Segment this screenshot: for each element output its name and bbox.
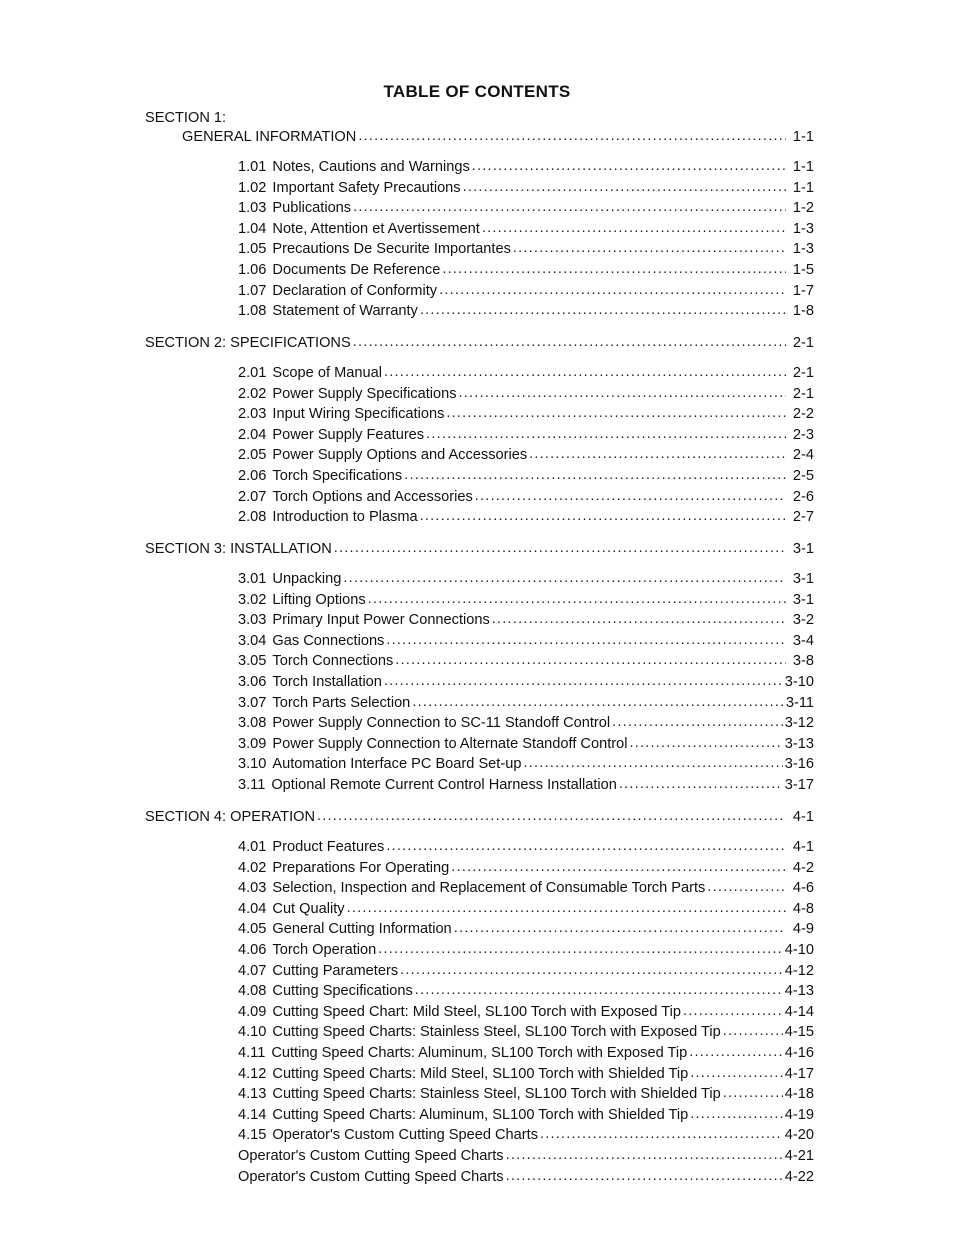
toc-entry-title: Unpacking xyxy=(272,571,342,587)
toc-entry-row[interactable] xyxy=(238,754,814,774)
toc-page-number: 1-2 xyxy=(792,200,814,217)
toc-page-number: 4-21 xyxy=(784,1148,814,1164)
dot-leader xyxy=(442,259,786,279)
toc-entry-label xyxy=(238,713,610,733)
toc-entry-number: 4.15 xyxy=(238,1127,267,1144)
toc-entry-label xyxy=(238,775,617,795)
toc-entry-title: Preparations For Operating xyxy=(272,859,450,876)
toc-entry-title: Cutting Speed Charts: Aluminum, SL100 Torch with Shielded Tip xyxy=(272,1106,689,1123)
toc-entry-row[interactable] xyxy=(238,961,814,981)
dot-leader xyxy=(492,609,786,629)
toc-entry-row[interactable] xyxy=(238,1064,814,1084)
toc-entry-label xyxy=(238,899,345,919)
toc-entry-title: General Cutting Information xyxy=(272,921,452,938)
toc-page-number: 3-8 xyxy=(792,653,814,670)
dot-leader xyxy=(506,1166,783,1186)
toc-entry-number: 1.01 xyxy=(238,159,267,175)
toc-entry-title: Primary Input Power Connections xyxy=(272,612,490,629)
toc-entry-row[interactable] xyxy=(238,281,814,301)
toc-entry-label xyxy=(238,837,384,857)
toc-entry-number: 1.04 xyxy=(238,220,267,237)
toc-entry-number: 2.06 xyxy=(238,468,267,484)
dot-leader xyxy=(540,1124,783,1144)
toc-page-number: 4-12 xyxy=(784,962,814,979)
dot-leader xyxy=(690,1063,782,1083)
toc-entry-label xyxy=(238,1084,721,1104)
toc-entry-label xyxy=(238,260,440,280)
toc-entry-row[interactable] xyxy=(238,1043,814,1063)
toc-entry-title: Torch Options and Accessories xyxy=(272,488,473,505)
toc-entry-number: 3.04 xyxy=(238,632,267,649)
toc-page-number: 1-3 xyxy=(792,241,814,258)
toc-entry-number: 2.01 xyxy=(238,365,267,381)
toc-entry-label xyxy=(145,539,332,559)
toc-entry-number: 4.06 xyxy=(238,942,267,958)
toc-entry-title: Cutting Speed Charts: Aluminum, SL100 Torch with Exposed Tip xyxy=(271,1045,688,1061)
toc-page-number: 4-1 xyxy=(792,809,814,825)
toc-page-number: 2-2 xyxy=(792,406,814,423)
toc-entry-row[interactable] xyxy=(238,404,814,424)
toc-entry-title: Optional Remote Current Control Harness Installation xyxy=(271,777,617,793)
toc-entry-number: 3.01 xyxy=(238,571,267,587)
toc-entry-row[interactable] xyxy=(238,487,814,507)
dot-leader xyxy=(420,300,786,320)
toc-entry-title: Torch Operation xyxy=(272,942,377,958)
toc-entry-label xyxy=(238,363,382,383)
toc-entry-number: 4.08 xyxy=(238,983,267,1000)
toc-entry-number: 4.13 xyxy=(238,1086,267,1103)
toc-page-number: 1-7 xyxy=(792,282,814,299)
toc-page-number: 2-3 xyxy=(792,426,814,443)
toc-entry-number: 1.07 xyxy=(238,282,267,299)
toc-entry-title: Gas Connections xyxy=(272,632,385,649)
toc-entry-row[interactable] xyxy=(238,672,814,692)
toc-entry-title: Operator's Custom Cutting Speed Charts xyxy=(238,1168,504,1185)
section-1-heading: SECTION 1: xyxy=(145,110,227,126)
toc-entry-title: GENERAL INFORMATION xyxy=(182,129,357,145)
toc-entry-title: Selection, Inspection and Replacement of Consumable Torch Parts xyxy=(272,880,706,897)
toc-entry-label xyxy=(238,1022,721,1042)
toc-entry-row[interactable] xyxy=(238,239,814,259)
toc-page-number: 3-16 xyxy=(784,756,814,773)
toc-page-number: 3-4 xyxy=(792,632,814,649)
toc-page-number: 3-17 xyxy=(784,777,814,793)
toc-entry-title: Cutting Speed Chart: Mild Steel, SL100 Torch with Exposed Tip xyxy=(272,1003,681,1020)
dot-leader xyxy=(386,630,786,650)
toc-page-number: 4-17 xyxy=(784,1065,814,1082)
toc-entry-title: Operator's Custom Cutting Speed Charts xyxy=(238,1148,504,1164)
toc-entry-title: SECTION 2: SPECIFICATIONS xyxy=(145,335,351,351)
toc-entry-row[interactable] xyxy=(238,1084,814,1104)
dot-leader xyxy=(386,836,786,856)
toc-page-number: 3-2 xyxy=(792,612,814,629)
toc-page-number: 1-1 xyxy=(792,129,814,145)
toc-entry-label xyxy=(238,404,444,424)
dot-leader xyxy=(353,332,786,352)
dot-leader xyxy=(334,538,786,558)
toc-entry-label xyxy=(145,807,315,827)
toc-entry-title: Power Supply Options and Accessories xyxy=(272,447,528,464)
toc-entry-row[interactable] xyxy=(238,1002,814,1022)
toc-entry-number: 3.07 xyxy=(238,694,267,711)
toc-page-number: 4-18 xyxy=(784,1086,814,1103)
toc-page-number: 3-10 xyxy=(784,674,814,690)
dot-leader xyxy=(459,383,786,403)
toc-page-number: 2-7 xyxy=(792,509,814,526)
dot-leader xyxy=(723,1083,783,1103)
dot-leader xyxy=(629,733,782,753)
dot-leader xyxy=(454,918,786,938)
toc-entry-label xyxy=(238,301,418,321)
toc-entry-row[interactable] xyxy=(238,466,814,486)
toc-entry-label xyxy=(238,919,452,939)
toc-entry-title: Cutting Parameters xyxy=(272,962,399,979)
toc-page-number: 4-1 xyxy=(792,839,814,855)
toc-entry-number: 2.02 xyxy=(238,385,267,402)
dot-leader xyxy=(472,156,786,176)
dot-leader xyxy=(513,238,786,258)
toc-entry-label xyxy=(238,157,470,177)
toc-entry-title: Power Supply Connection to Alternate Standoff Control xyxy=(272,735,628,752)
toc-entry-row[interactable] xyxy=(238,1146,814,1166)
dot-leader xyxy=(707,877,786,897)
toc-entry-number: 1.03 xyxy=(238,200,267,217)
toc-entry-row[interactable] xyxy=(238,775,814,795)
dot-leader xyxy=(415,980,783,1000)
toc-entry-label xyxy=(238,651,393,671)
toc-entry-row[interactable] xyxy=(238,384,814,404)
toc-entry-row[interactable] xyxy=(238,981,814,1001)
dot-leader xyxy=(368,589,786,609)
toc-entry-title: Cut Quality xyxy=(272,900,345,917)
toc-entry-label xyxy=(238,590,366,610)
dot-leader xyxy=(690,1104,782,1124)
toc-entry-label xyxy=(238,940,376,960)
toc-entry-label xyxy=(238,981,413,1001)
toc-entry-number: 3.10 xyxy=(238,756,267,773)
toc-entry-number: 3.06 xyxy=(238,674,267,690)
toc-entry-row[interactable] xyxy=(238,610,814,630)
dot-leader xyxy=(400,960,783,980)
dot-leader xyxy=(683,1001,783,1021)
toc-entry-title: Operator's Custom Cutting Speed Charts xyxy=(272,1127,539,1144)
toc-page-number: 2-1 xyxy=(792,365,814,381)
toc-entry-label xyxy=(238,1043,687,1063)
toc-entry-number: 4.12 xyxy=(238,1065,267,1082)
toc-entry-row[interactable] xyxy=(238,1022,814,1042)
toc-page-number: 4-16 xyxy=(784,1045,814,1061)
toc-entry-number: 4.02 xyxy=(238,859,267,876)
toc-page-number: 3-1 xyxy=(792,591,814,608)
toc-entry-label xyxy=(238,734,627,754)
toc-entry-row[interactable] xyxy=(238,590,814,610)
toc-entry-row[interactable] xyxy=(238,1167,814,1187)
toc-entry-label xyxy=(238,239,511,259)
dot-leader xyxy=(426,424,786,444)
toc-entry-label xyxy=(238,1002,681,1022)
toc-entry-label xyxy=(238,487,473,507)
toc-entry-title: Product Features xyxy=(272,839,385,855)
toc-page-number: 4-20 xyxy=(784,1127,814,1144)
toc-page-number: 4-10 xyxy=(784,942,814,958)
toc-entry-number: 2.03 xyxy=(238,406,267,423)
dot-leader xyxy=(482,218,786,238)
toc-entry-label xyxy=(238,693,410,713)
toc-entry-number: 3.11 xyxy=(238,777,266,793)
toc-entry-label xyxy=(238,466,402,486)
toc-entry-title: Documents De Reference xyxy=(272,262,441,278)
toc-entry-title: Cutting Specifications xyxy=(272,983,413,1000)
toc-page-number: 4-15 xyxy=(784,1024,814,1041)
toc-entry-title: SECTION 4: OPERATION xyxy=(145,809,316,825)
toc-entry-row[interactable] xyxy=(238,301,814,321)
toc-page-number: 4-22 xyxy=(784,1168,814,1185)
toc-page-number: 3-12 xyxy=(784,715,814,732)
toc-entry-label xyxy=(145,333,351,353)
toc-entry-number: 3.09 xyxy=(238,735,267,752)
toc-entry-title: Power Supply Connection to SC-11 Standoff Control xyxy=(272,715,611,732)
toc-page-number: 1-1 xyxy=(792,159,814,175)
toc-entry-label xyxy=(238,1146,504,1166)
dot-leader xyxy=(343,568,786,588)
toc-page-number: 1-8 xyxy=(792,303,814,320)
toc-entry-number: 4.09 xyxy=(238,1003,267,1020)
toc-entry-label xyxy=(238,445,527,465)
toc-entry-title: Lifting Options xyxy=(272,591,366,608)
toc-entry-label xyxy=(238,631,384,651)
toc-entry-row[interactable] xyxy=(238,837,814,857)
toc-entry-row[interactable] xyxy=(238,1125,814,1145)
toc-page-number: 1-1 xyxy=(792,179,814,196)
toc-page-number: 2-4 xyxy=(792,447,814,464)
toc-page-number: 1-5 xyxy=(792,262,814,278)
toc-entry-row[interactable] xyxy=(238,693,814,713)
toc-entry-row[interactable] xyxy=(238,178,814,198)
dot-leader xyxy=(420,506,786,526)
dot-leader xyxy=(384,362,786,382)
toc-entry-number: 3.02 xyxy=(238,591,267,608)
dot-leader xyxy=(384,671,783,691)
dot-leader xyxy=(439,280,786,300)
dot-leader xyxy=(446,403,786,423)
toc-entry-number: 4.01 xyxy=(238,839,267,855)
toc-entry-label xyxy=(238,672,382,692)
toc-entry-number: 3.03 xyxy=(238,612,267,629)
toc-entry-label xyxy=(238,610,490,630)
dot-leader xyxy=(463,177,786,197)
toc-entry-row[interactable] xyxy=(238,919,814,939)
toc-page-number: 4-9 xyxy=(792,921,814,938)
toc-entry-number: 4.10 xyxy=(238,1024,267,1041)
toc-entry-label xyxy=(182,127,356,147)
toc-entry-label xyxy=(238,1064,688,1084)
dot-leader xyxy=(395,650,786,670)
toc-entry-row[interactable] xyxy=(238,878,814,898)
toc-entry-title: Notes, Cautions and Warnings xyxy=(272,159,470,175)
toc-page-number: 4-6 xyxy=(792,880,814,897)
dot-leader xyxy=(347,898,786,918)
toc-entry-number: 1.05 xyxy=(238,241,267,258)
toc-page-number: 3-11 xyxy=(785,694,814,711)
toc-page-number: 4-19 xyxy=(784,1106,814,1123)
dot-leader xyxy=(619,774,783,794)
toc-entry-label xyxy=(238,507,418,527)
dot-leader xyxy=(475,486,786,506)
toc-page-number: 2-5 xyxy=(792,468,814,484)
toc-entry-row[interactable] xyxy=(238,445,814,465)
toc-entry-title: Torch Installation xyxy=(272,674,382,690)
toc-entry-title: Precautions De Securite Importantes xyxy=(272,241,511,258)
toc-entry-title: Cutting Speed Charts: Stainless Steel, SL100 Torch with Exposed Tip xyxy=(272,1024,721,1041)
toc-entry-row[interactable] xyxy=(238,198,814,218)
toc-entry-number: 4.07 xyxy=(238,962,267,979)
toc-entry-row[interactable] xyxy=(238,157,814,177)
dot-leader xyxy=(506,1145,783,1165)
toc-entry-label xyxy=(238,384,457,404)
dot-leader xyxy=(317,806,786,826)
toc-page-number: 2-6 xyxy=(792,488,814,505)
toc-entry-number: 4.03 xyxy=(238,880,267,897)
toc-entry-row[interactable] xyxy=(238,713,814,733)
toc-entry-title: Scope of Manual xyxy=(272,365,382,381)
toc-page-number: 4-2 xyxy=(792,859,814,876)
toc-entry-title: Note, Attention et Avertissement xyxy=(272,220,480,237)
toc-entry-title: Cutting Speed Charts: Stainless Steel, SL100 Torch with Shielded Tip xyxy=(272,1086,721,1103)
toc-entry-label xyxy=(238,961,398,981)
toc-entry-label xyxy=(238,219,480,239)
toc-page-number: 4-8 xyxy=(792,900,814,917)
toc-entry-title: Power Supply Features xyxy=(272,426,425,443)
toc-entry-label xyxy=(238,281,437,301)
dot-leader xyxy=(404,465,786,485)
toc-page-number: 2-1 xyxy=(792,385,814,402)
dot-leader xyxy=(529,444,786,464)
toc-entry-title: Torch Specifications xyxy=(272,468,403,484)
toc-page-number: 3-1 xyxy=(792,571,814,587)
toc-entry-number: 2.08 xyxy=(238,509,267,526)
toc-entry-title: Power Supply Specifications xyxy=(272,385,457,402)
toc-entry-row[interactable] xyxy=(238,940,814,960)
toc-entry-row[interactable] xyxy=(238,569,814,589)
toc-entry-number: 2.07 xyxy=(238,488,267,505)
toc-entry-row[interactable] xyxy=(238,363,814,383)
toc-page-number: 2-1 xyxy=(792,335,814,351)
toc-entry-title: Statement of Warranty xyxy=(272,303,418,320)
toc-entry-number: 4.11 xyxy=(238,1045,266,1061)
toc-entry-number: 2.05 xyxy=(238,447,267,464)
toc-entry-title: Torch Connections xyxy=(272,653,394,670)
toc-page-number: 4-13 xyxy=(784,983,814,1000)
dot-leader xyxy=(451,857,786,877)
toc-entry-number: 4.14 xyxy=(238,1106,267,1123)
toc-entry-row[interactable] xyxy=(238,1105,814,1125)
toc-entry-number: 1.06 xyxy=(238,262,267,278)
toc-entry-title: Cutting Speed Charts: Mild Steel, SL100 Torch with Shielded Tip xyxy=(272,1065,689,1082)
toc-entry-label xyxy=(238,878,705,898)
toc-entry-label xyxy=(238,858,449,878)
dot-leader xyxy=(689,1042,783,1062)
toc-entry-title: Torch Parts Selection xyxy=(272,694,411,711)
toc-entry-row[interactable] xyxy=(238,631,814,651)
toc-entry-row[interactable] xyxy=(238,858,814,878)
dot-leader xyxy=(358,126,786,146)
toc-section-row[interactable] xyxy=(145,807,814,827)
dot-leader xyxy=(378,939,783,959)
toc-entry-number: 4.04 xyxy=(238,900,267,917)
toc-entry-title: Important Safety Precautions xyxy=(272,179,461,196)
toc-entry-number: 3.08 xyxy=(238,715,267,732)
toc-page-number: 4-14 xyxy=(784,1003,814,1020)
toc-page-number: 3-13 xyxy=(784,735,814,752)
toc-entry-title: Introduction to Plasma xyxy=(272,509,418,526)
dot-leader xyxy=(723,1021,783,1041)
toc-entry-row[interactable] xyxy=(238,219,814,239)
toc-entry-label xyxy=(238,178,461,198)
toc-entry-row[interactable] xyxy=(238,734,814,754)
toc-entry-title: SECTION 3: INSTALLATION xyxy=(145,541,332,557)
page-title: TABLE OF CONTENTS xyxy=(383,82,571,101)
toc-entry-row[interactable] xyxy=(238,260,814,280)
toc-entry-row[interactable] xyxy=(238,425,814,445)
toc-entry-row[interactable] xyxy=(238,899,814,919)
toc-entry-label xyxy=(238,754,521,774)
toc-entry-label xyxy=(238,1125,538,1145)
toc-entry-title: Input Wiring Specifications xyxy=(272,406,445,423)
dot-leader xyxy=(612,712,783,732)
toc-entry-label xyxy=(238,569,341,589)
toc-entry-number: 1.08 xyxy=(238,303,267,320)
dot-leader xyxy=(523,753,782,773)
dot-leader xyxy=(412,692,784,712)
toc-page-number: 3-1 xyxy=(792,541,814,557)
toc-section-row[interactable] xyxy=(145,539,814,559)
dot-leader xyxy=(353,197,786,217)
toc-entry-label xyxy=(238,425,424,445)
toc-entry-label xyxy=(238,1105,688,1125)
toc-section-row[interactable] xyxy=(182,127,814,147)
toc-entry-title: Automation Interface PC Board Set-up xyxy=(272,756,522,773)
toc-entry-title: Declaration of Conformity xyxy=(272,282,438,299)
toc-entry-number: 2.04 xyxy=(238,426,267,443)
toc-entry-number: 4.05 xyxy=(238,921,267,938)
toc-entry-label xyxy=(238,1167,504,1187)
toc-entry-label xyxy=(238,198,351,218)
toc-entry-number: 1.02 xyxy=(238,179,267,196)
toc-entry-row[interactable] xyxy=(238,651,814,671)
toc-entry-title: Publications xyxy=(272,200,352,217)
toc-entry-row[interactable] xyxy=(238,507,814,527)
toc-entry-number: 3.05 xyxy=(238,653,267,670)
toc-section-row[interactable] xyxy=(145,333,814,353)
toc-page-number: 1-3 xyxy=(792,220,814,237)
